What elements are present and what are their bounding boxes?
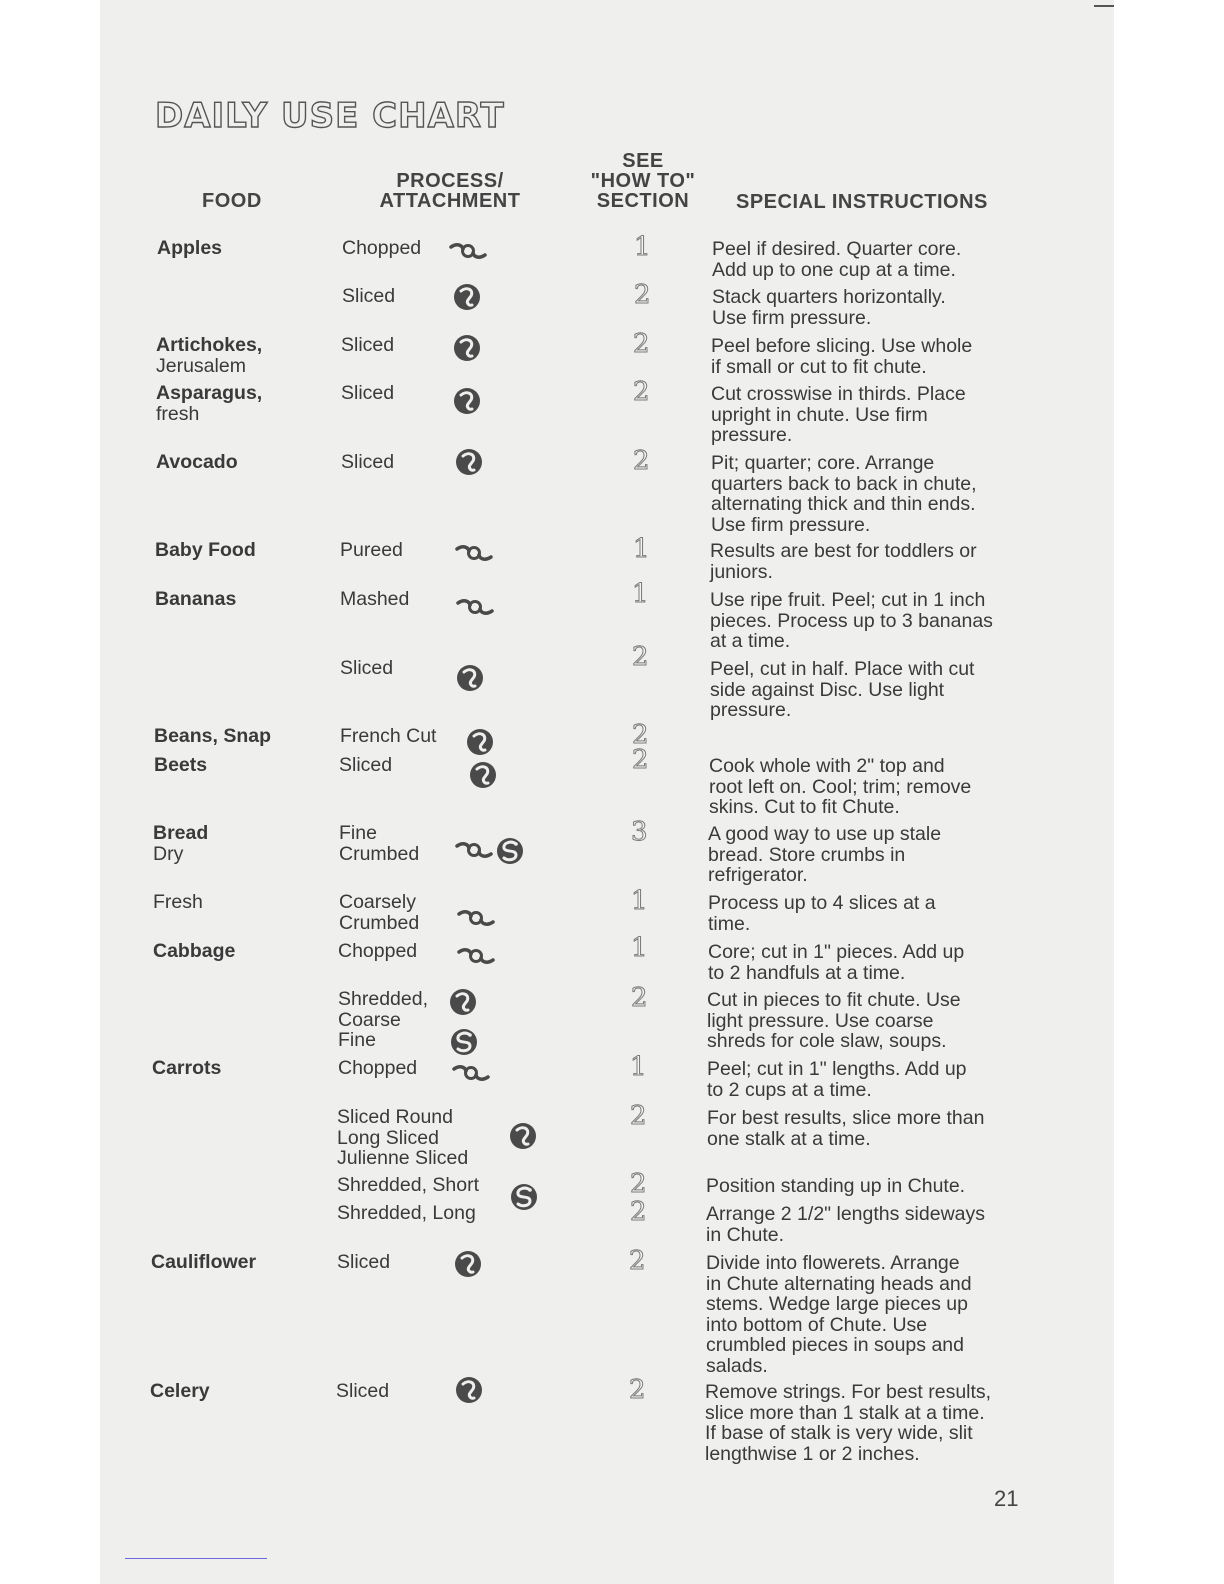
header-see-section: SEE "HOW TO" SECTION [590, 150, 696, 212]
how-to-section-number: 1 [630, 1052, 647, 1082]
food-name [153, 892, 203, 913]
food-name [154, 755, 207, 776]
special-instructions: Results are best for toddlers or juniors. [710, 540, 977, 583]
food-name-sub: Jerusalem [156, 354, 246, 377]
process-text: Chopped [338, 1057, 418, 1079]
process-text: Sliced [340, 657, 394, 679]
process-text: Fine Crumbed [339, 822, 420, 865]
special-instructions: Peel before slicing. Use whole if small or cut to fit chute. [711, 335, 973, 378]
food-name [152, 1058, 221, 1079]
food-name [155, 540, 256, 561]
how-to-section-number: 2 [633, 377, 650, 407]
slicing-disc-icon [509, 1121, 537, 1156]
food-name [156, 383, 262, 424]
process-text: French Cut [340, 725, 437, 747]
process-text: Chopped [338, 940, 418, 962]
process-text: Mashed [340, 588, 410, 610]
process-text: Sliced [342, 285, 396, 307]
process-text: Coarsely Crumbed [339, 891, 420, 934]
food-name-main: Beets [154, 754, 208, 776]
steel-blade-icon [457, 908, 495, 933]
how-to-section-number: 2 [629, 1246, 646, 1276]
special-instructions: Stack quarters horizontally. Use firm pressure. [712, 286, 946, 329]
how-to-section-number: 1 [634, 232, 651, 262]
special-instructions: For best results, slice more than one stalk at a time. [707, 1107, 985, 1150]
how-to-section-number: 2 [634, 280, 651, 310]
food-name-main: Beans, Snap [154, 725, 272, 747]
food-name-main: Cabbage [153, 940, 236, 962]
special-instructions: Peel, cut in half. Place with cut side against Disc. Use light pressure. [710, 658, 975, 721]
how-to-section-number: 2 [631, 983, 648, 1013]
steel-blade-icon [455, 840, 493, 865]
food-name [154, 726, 271, 747]
header-food: FOOD [202, 190, 262, 212]
food-name-main: Carrots [152, 1057, 222, 1079]
food-name-main: Cauliflower [151, 1251, 257, 1273]
how-to-section-number: 2 [632, 642, 649, 672]
steel-blade-icon [457, 946, 495, 971]
shredding-disc-icon [450, 1028, 478, 1061]
how-to-section-number: 2 [630, 1101, 647, 1131]
special-instructions: Cut crosswise in thirds. Place upright in chute. Use firm pressure. [711, 383, 966, 446]
process-text: Shredded, Long [337, 1202, 476, 1224]
special-instructions: A good way to use up stale bread. Store crumbs in refrigerator. [708, 823, 942, 886]
slicing-disc-icon [449, 987, 477, 1022]
how-to-section-number: 1 [631, 886, 648, 916]
how-to-section-number: 1 [632, 579, 649, 609]
shredding-disc-icon [510, 1183, 538, 1216]
header-process: PROCESS/ ATTACHMENT [379, 170, 521, 212]
special-instructions: Remove strings. For best results, slice more than 1 stalk at a time. If base of stalk is very wide, slit lengthwise 1 or 2 inches. [705, 1381, 992, 1465]
process-text: Sliced [337, 1251, 391, 1273]
food-name [153, 823, 208, 864]
food-name [157, 238, 222, 259]
special-instructions: Divide into flowerets. Arrange in Chute alternating heads and stems. Wedge large pieces up into bottom of Chute. Use crumbled pieces in soups and salads. [706, 1252, 972, 1377]
how-to-section-number: 2 [632, 720, 649, 750]
slicing-disc-icon [455, 1375, 483, 1410]
how-to-section-number: 1 [631, 933, 648, 963]
special-instructions: Cut in pieces to fit chute. Use light pressure. Use coarse shreds for cole slaw, soups. [707, 989, 961, 1052]
process-text: Sliced [341, 382, 395, 404]
process-text: Shredded, Coarse Fine [338, 988, 428, 1051]
special-instructions: Pit; quarter; core. Arrange quarters back to back in chute, alternating thick and thin ends. Use firm pressure. [711, 452, 977, 536]
food-name-main: Apples [157, 237, 223, 259]
slicing-disc-icon [453, 333, 481, 368]
special-instructions: Use ripe fruit. Peel; cut in 1 inch pieces. Process up to 3 bananas at a time. [710, 589, 993, 652]
how-to-section-number: 3 [631, 817, 648, 847]
how-to-section-number: 2 [633, 446, 650, 476]
food-name-main: Artichokes, [156, 334, 263, 356]
special-instructions: Process up to 4 slices at a time. [708, 892, 936, 935]
shredding-disc-icon [496, 837, 524, 870]
process-text: Sliced [336, 1380, 390, 1402]
food-name [153, 941, 235, 962]
how-to-section-number: 2 [632, 745, 649, 775]
food-name [151, 1252, 256, 1273]
food-name [156, 452, 238, 473]
process-text: Sliced [341, 334, 395, 356]
food-name-main: Asparagus, [156, 382, 263, 404]
how-to-section-number: 2 [633, 329, 650, 359]
food-name [155, 589, 236, 610]
food-name-main: Baby Food [155, 539, 256, 561]
food-name-main: Bread [153, 822, 209, 844]
special-instructions: Peel if desired. Quarter core. Add up to one cup at a time. [712, 238, 962, 281]
steel-blade-icon [455, 543, 493, 568]
special-instructions: Peel; cut in 1" lengths. Add up to 2 cups at a time. [707, 1058, 967, 1101]
process-text: Sliced Round Long Sliced Julienne Sliced [337, 1106, 469, 1169]
slicing-disc-icon [455, 447, 483, 482]
special-instructions: Position standing up in Chute. [706, 1175, 966, 1197]
slicing-disc-icon [454, 1249, 482, 1284]
how-to-section-number: 2 [630, 1169, 647, 1199]
slicing-disc-icon [456, 663, 484, 698]
slicing-disc-icon [453, 386, 481, 421]
food-name-main: Bananas [155, 588, 237, 610]
header-special-instructions: SPECIAL INSTRUCTIONS [736, 191, 988, 213]
scan-corner-mark [1094, 5, 1114, 7]
slicing-disc-icon [453, 282, 481, 317]
process-text: Shredded, Short [337, 1174, 480, 1196]
chart-title: DAILY USE CHART [155, 96, 505, 136]
steel-blade-icon [456, 597, 494, 622]
food-name [150, 1381, 210, 1402]
special-instructions: Core; cut in 1" pieces. Add up to 2 handfuls at a time. [708, 941, 965, 984]
special-instructions: Cook whole with 2" top and root left on. Cool; trim; remove skins. Cut to fit Chute. [709, 755, 972, 818]
food-name [156, 335, 262, 376]
process-text: Pureed [340, 539, 403, 561]
how-to-section-number: 2 [630, 1197, 647, 1227]
how-to-section-number: 2 [629, 1375, 646, 1405]
food-name-main: Celery [150, 1380, 210, 1402]
how-to-section-number: 1 [633, 534, 650, 564]
food-name-main: Avocado [156, 451, 238, 473]
process-text: Chopped [342, 237, 422, 259]
process-text: Sliced [341, 451, 395, 473]
page-number: 21 [994, 1486, 1019, 1511]
slicing-disc-icon [469, 760, 497, 795]
slicing-disc-icon [466, 727, 494, 762]
steel-blade-icon [449, 241, 487, 266]
process-text: Sliced [339, 754, 393, 776]
steel-blade-icon [452, 1063, 490, 1088]
scan-edge-line [125, 1558, 267, 1559]
food-name-sub: Dry [153, 842, 184, 865]
special-instructions: Arrange 2 1/2" lengths sideways in Chute. [706, 1203, 985, 1246]
food-name-sub: Fresh [153, 891, 203, 913]
food-name-sub: fresh [156, 402, 200, 425]
